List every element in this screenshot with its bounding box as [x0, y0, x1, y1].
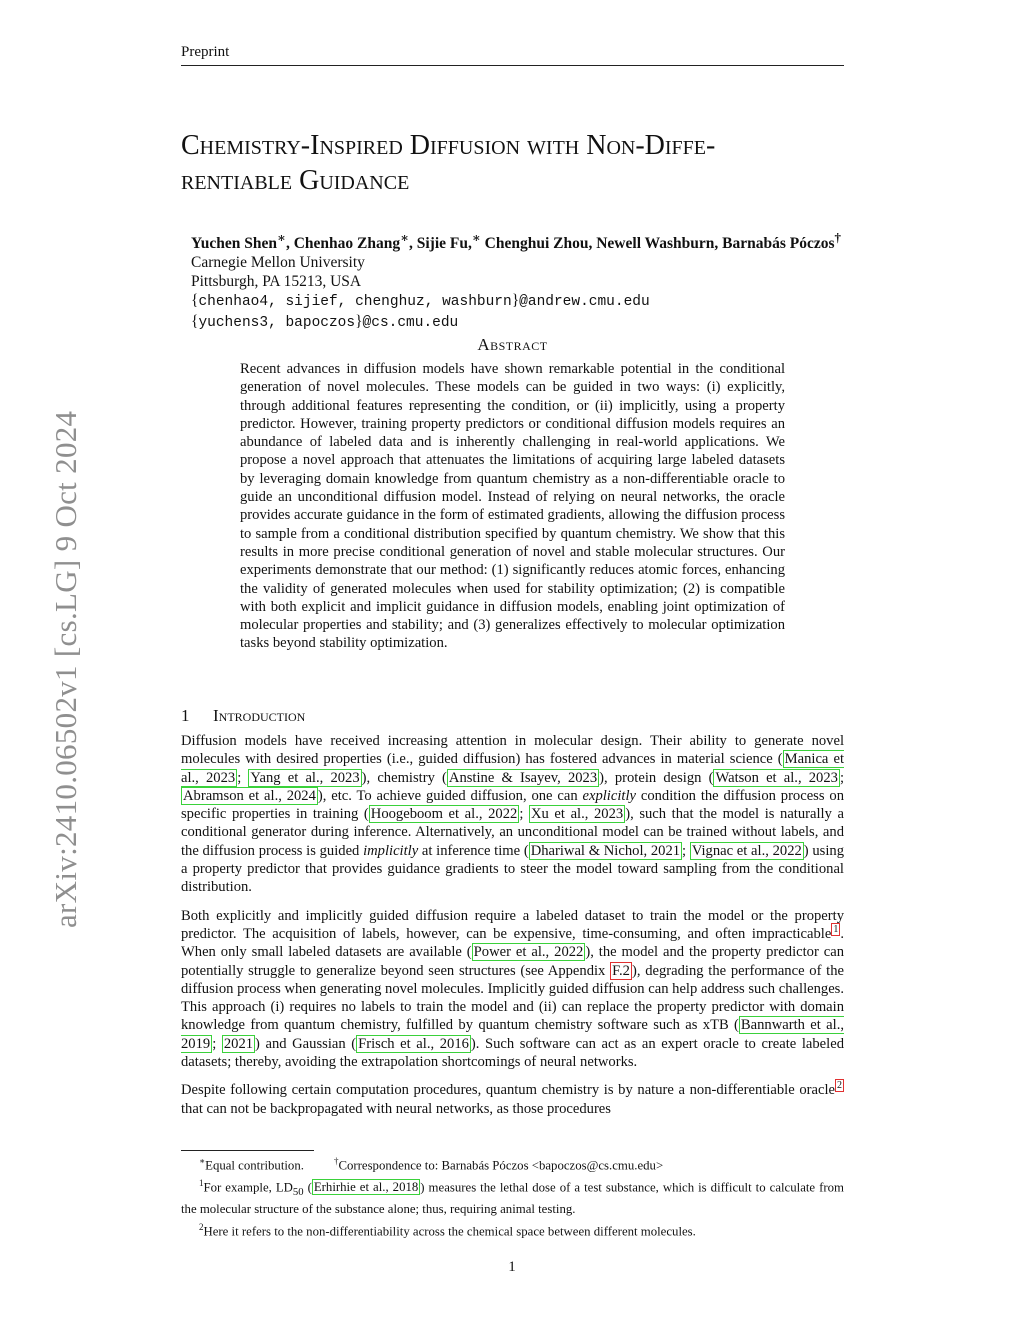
title-line-1: Chemistry-Inspired Diffusion with Non-Diffe-	[181, 130, 716, 161]
equal-contrib-mark: ∗	[400, 230, 409, 245]
section-number: 1	[181, 706, 190, 725]
section-title: Introduction	[213, 706, 306, 725]
email-domain-1: @andrew.cmu.edu	[519, 294, 650, 311]
emphasis: implicitly	[363, 842, 419, 859]
text: ;	[839, 769, 845, 786]
text: . When only small labeled datasets are available (	[181, 925, 844, 961]
email-line-1	[191, 291, 891, 312]
text: ), etc. To achieve guided diffusion, one can	[317, 787, 583, 804]
footnote-2	[181, 1219, 844, 1241]
citation-link[interactable]: Dhariwal & Nichol, 2021	[530, 842, 681, 859]
text: ), chemistry (	[361, 769, 447, 786]
citation-link[interactable]: 2021	[223, 1035, 254, 1052]
text: ;	[519, 806, 529, 823]
footnote-ref-2[interactable]: 2	[837, 1080, 842, 1092]
citation-link[interactable]: Anstine & Isayev, 2023	[448, 769, 598, 786]
footnote-rule	[181, 1150, 314, 1151]
correspondence-mark: †	[834, 230, 841, 245]
equal-contrib-mark: ∗	[277, 230, 286, 245]
text: ), degrading the performance of the diffusion process when generating novel molecules. Implicitly guided diffusion can help address such challenges. This approach (i) requires no labels to train the model and (ii) can replace the property predictor with domain knowledge from quantum chemistry, fulfilled by quantum chemistry software such as xTB (	[181, 962, 844, 1034]
citation-link[interactable]: Erhirhie et al., 2018	[313, 1180, 419, 1195]
text: that can not be backpropagated with neural networks, as those procedures	[181, 1100, 611, 1117]
page-number: 1	[508, 1259, 516, 1275]
footnote-mark: 2	[199, 1221, 204, 1232]
text: Diffusion models have received increasing attention in molecular design. Their ability to generate novel molecules with desired properties (i.e., guided diffusion) has fostered advances in material science (	[181, 733, 844, 768]
paragraph-3	[181, 1081, 844, 1118]
text: at inference time (	[418, 842, 529, 859]
text: ;	[682, 842, 690, 859]
footnote-text: Correspondence to: Barnabás Póczos <bapoczos@cs.cmu.edu>	[338, 1158, 664, 1173]
footnote-mark: 1	[199, 1177, 204, 1188]
author-2: Chenhao Zhang	[293, 235, 401, 253]
citation-link[interactable]: Abramson et al., 2024	[183, 787, 316, 804]
citation-link[interactable]: Xu et al., 2023	[530, 806, 624, 823]
text: ;	[237, 769, 249, 786]
equal-contrib-mark: ∗	[471, 230, 481, 245]
citation-link[interactable]: Bannwarth et al., 2019	[181, 1017, 844, 1052]
footnote-text: measures the lethal dose of a test substance, which is difficult to calculate from the molecular structure of the substance alone; thus, requiring animal testing.	[181, 1180, 844, 1217]
author-names: Yuchen Shen∗, Chenhao Zhang∗, Sijie Fu,∗ Chenghui Zhou, Newell Washburn, Barnabás Póczos†	[191, 230, 841, 253]
author-3: Sijie Fu	[416, 235, 468, 253]
text: Both explicitly and implicitly guided diffusion require a labeled dataset to train the model or the property predictor. The acquisition of labels, however, can be expensive, time-consuming, and often impracticable	[181, 907, 844, 942]
text: ;	[212, 1035, 222, 1052]
citation-link[interactable]: Manica et al., 2023	[181, 751, 844, 786]
citation-link[interactable]: Hoogeboom et al., 2022	[370, 806, 518, 823]
paper-title	[181, 128, 861, 198]
author-1: Yuchen Shen	[191, 235, 278, 253]
footnote-ref-1[interactable]: 1	[833, 924, 839, 936]
citation-link[interactable]: Watson et al., 2023	[715, 769, 838, 786]
address: Pittsburgh, PA 15213, USA	[191, 273, 362, 291]
citation-link[interactable]: Vignac et al., 2022	[691, 842, 802, 859]
subscript: 50	[292, 1186, 304, 1198]
citation-link[interactable]: Power et al., 2022	[473, 944, 584, 961]
footnotes	[181, 1153, 844, 1240]
footnote-equal-contrib	[181, 1153, 844, 1175]
footnote-mark: ∗	[199, 1156, 206, 1166]
email-names-2: yuchens3, bapoczos	[198, 315, 356, 332]
author-block	[191, 228, 891, 333]
footnote-mark: †	[333, 1156, 339, 1166]
email-names-1: chenhao4, sijief, chenghuz, washburn	[198, 294, 512, 311]
text: ). Such software can act as an expert oracle to create labeled datasets; thereby, avoiding the extrapolation shortcomings of neural networks.	[181, 1035, 844, 1071]
text: condition the diffusion process on specific properties in training (	[181, 787, 844, 823]
footnote-text: Equal contribution.	[205, 1158, 304, 1173]
running-header: Preprint	[181, 44, 844, 66]
citation-link[interactable]: Yang et al., 2023	[250, 769, 360, 786]
affiliation: Carnegie Mellon University	[191, 254, 365, 272]
appendix-link[interactable]: F.2	[612, 962, 630, 979]
brace-close: }	[511, 292, 520, 310]
brace-close: }	[355, 313, 363, 331]
abstract-heading: Abstract	[477, 335, 548, 354]
emphasis: explicitly	[582, 787, 636, 804]
citation-link[interactable]: Frisch et al., 2016	[358, 1035, 469, 1052]
introduction-body	[181, 732, 844, 1128]
brace-open: {	[191, 292, 199, 310]
abstract-text: Recent advances in diffusion models have shown remarkable potential in the conditional generation of novel molecules. These models can be guided in two ways: (i) explicitly, through additional features representing the condition, or (ii) implicitly, using a property predictor. However, training property predictors or conditional diffusion models requires an abundance of labeled data and is inherently challenging in real-world applications. We propose a novel approach that attenuates the limitations of acquiring large labeled datasets by leveraging domain knowledge from quantum chemistry as a non-differentiable oracle to guide an unconditional diffusion model. Instead of relying on neural networks, the oracle provides accurate guidance in the form of estimated gradients, allowing the diffusion process to sample from a conditional distribution specified by quantum chemistry. We show that this results in more precise conditional generation of novel and stable molecular structures. Our experiments demonstrate that our method: (1) significantly reduces atomic forces, enhancing the validity of generated molecules when used for stability optimization; (2) is compatible with both explicit and implicit guidance in diffusion models, enabling joint optimization of molecular properties and stability; and (3) generalizes effectively to molecular optimization tasks beyond stability optimization.	[240, 361, 785, 652]
text: ), the model and the property predictor can potentially struggle to generalize beyond seen structures (see Appendix	[181, 944, 845, 979]
footnote-text: Here it refers to the non-differentiability across the chemical space between different molecules.	[203, 1223, 696, 1238]
text: ), protein design (	[599, 769, 714, 786]
brace-open: {	[191, 313, 199, 331]
email-domain-2: @cs.cmu.edu	[362, 315, 459, 332]
text: ) using a property predictor that provides guidance gradients to steer the model toward sampling from the conditional distribution.	[181, 842, 844, 896]
text: Despite following certain computation procedures, quantum chemistry is by nature a non-differentiable oracle	[181, 1082, 835, 1099]
section-heading-introduction	[181, 706, 305, 726]
paragraph-1	[181, 732, 844, 897]
footnote-text: For example, LD	[203, 1180, 293, 1195]
authors-rest: Chenghui Zhou, Newell Washburn, Barnabás Póczos	[484, 235, 835, 253]
text: ) and Gaussian (	[255, 1035, 357, 1052]
footnote-1: $^1$For example, $LD_{50}$ ( Erhirhie et al., 2018 ) measures the lethal dose of a test substance, which is difficult to calculate from the molecular structure of the substance alone; thus, requiring animal testing.	[181, 1177, 844, 1217]
text: ), such that the model is naturally a conditional generator during inference. Alternatively, an unconditional model can be trained without labels, and the diffusion process is guided	[181, 806, 844, 859]
paragraph-2	[181, 907, 844, 1072]
arxiv-identifier: arXiv:2410.06502v1 [cs.LG] 9 Oct 2024	[48, 410, 83, 928]
title-line-2: rentiable Guidance	[181, 165, 410, 196]
email-line-2	[191, 312, 891, 333]
